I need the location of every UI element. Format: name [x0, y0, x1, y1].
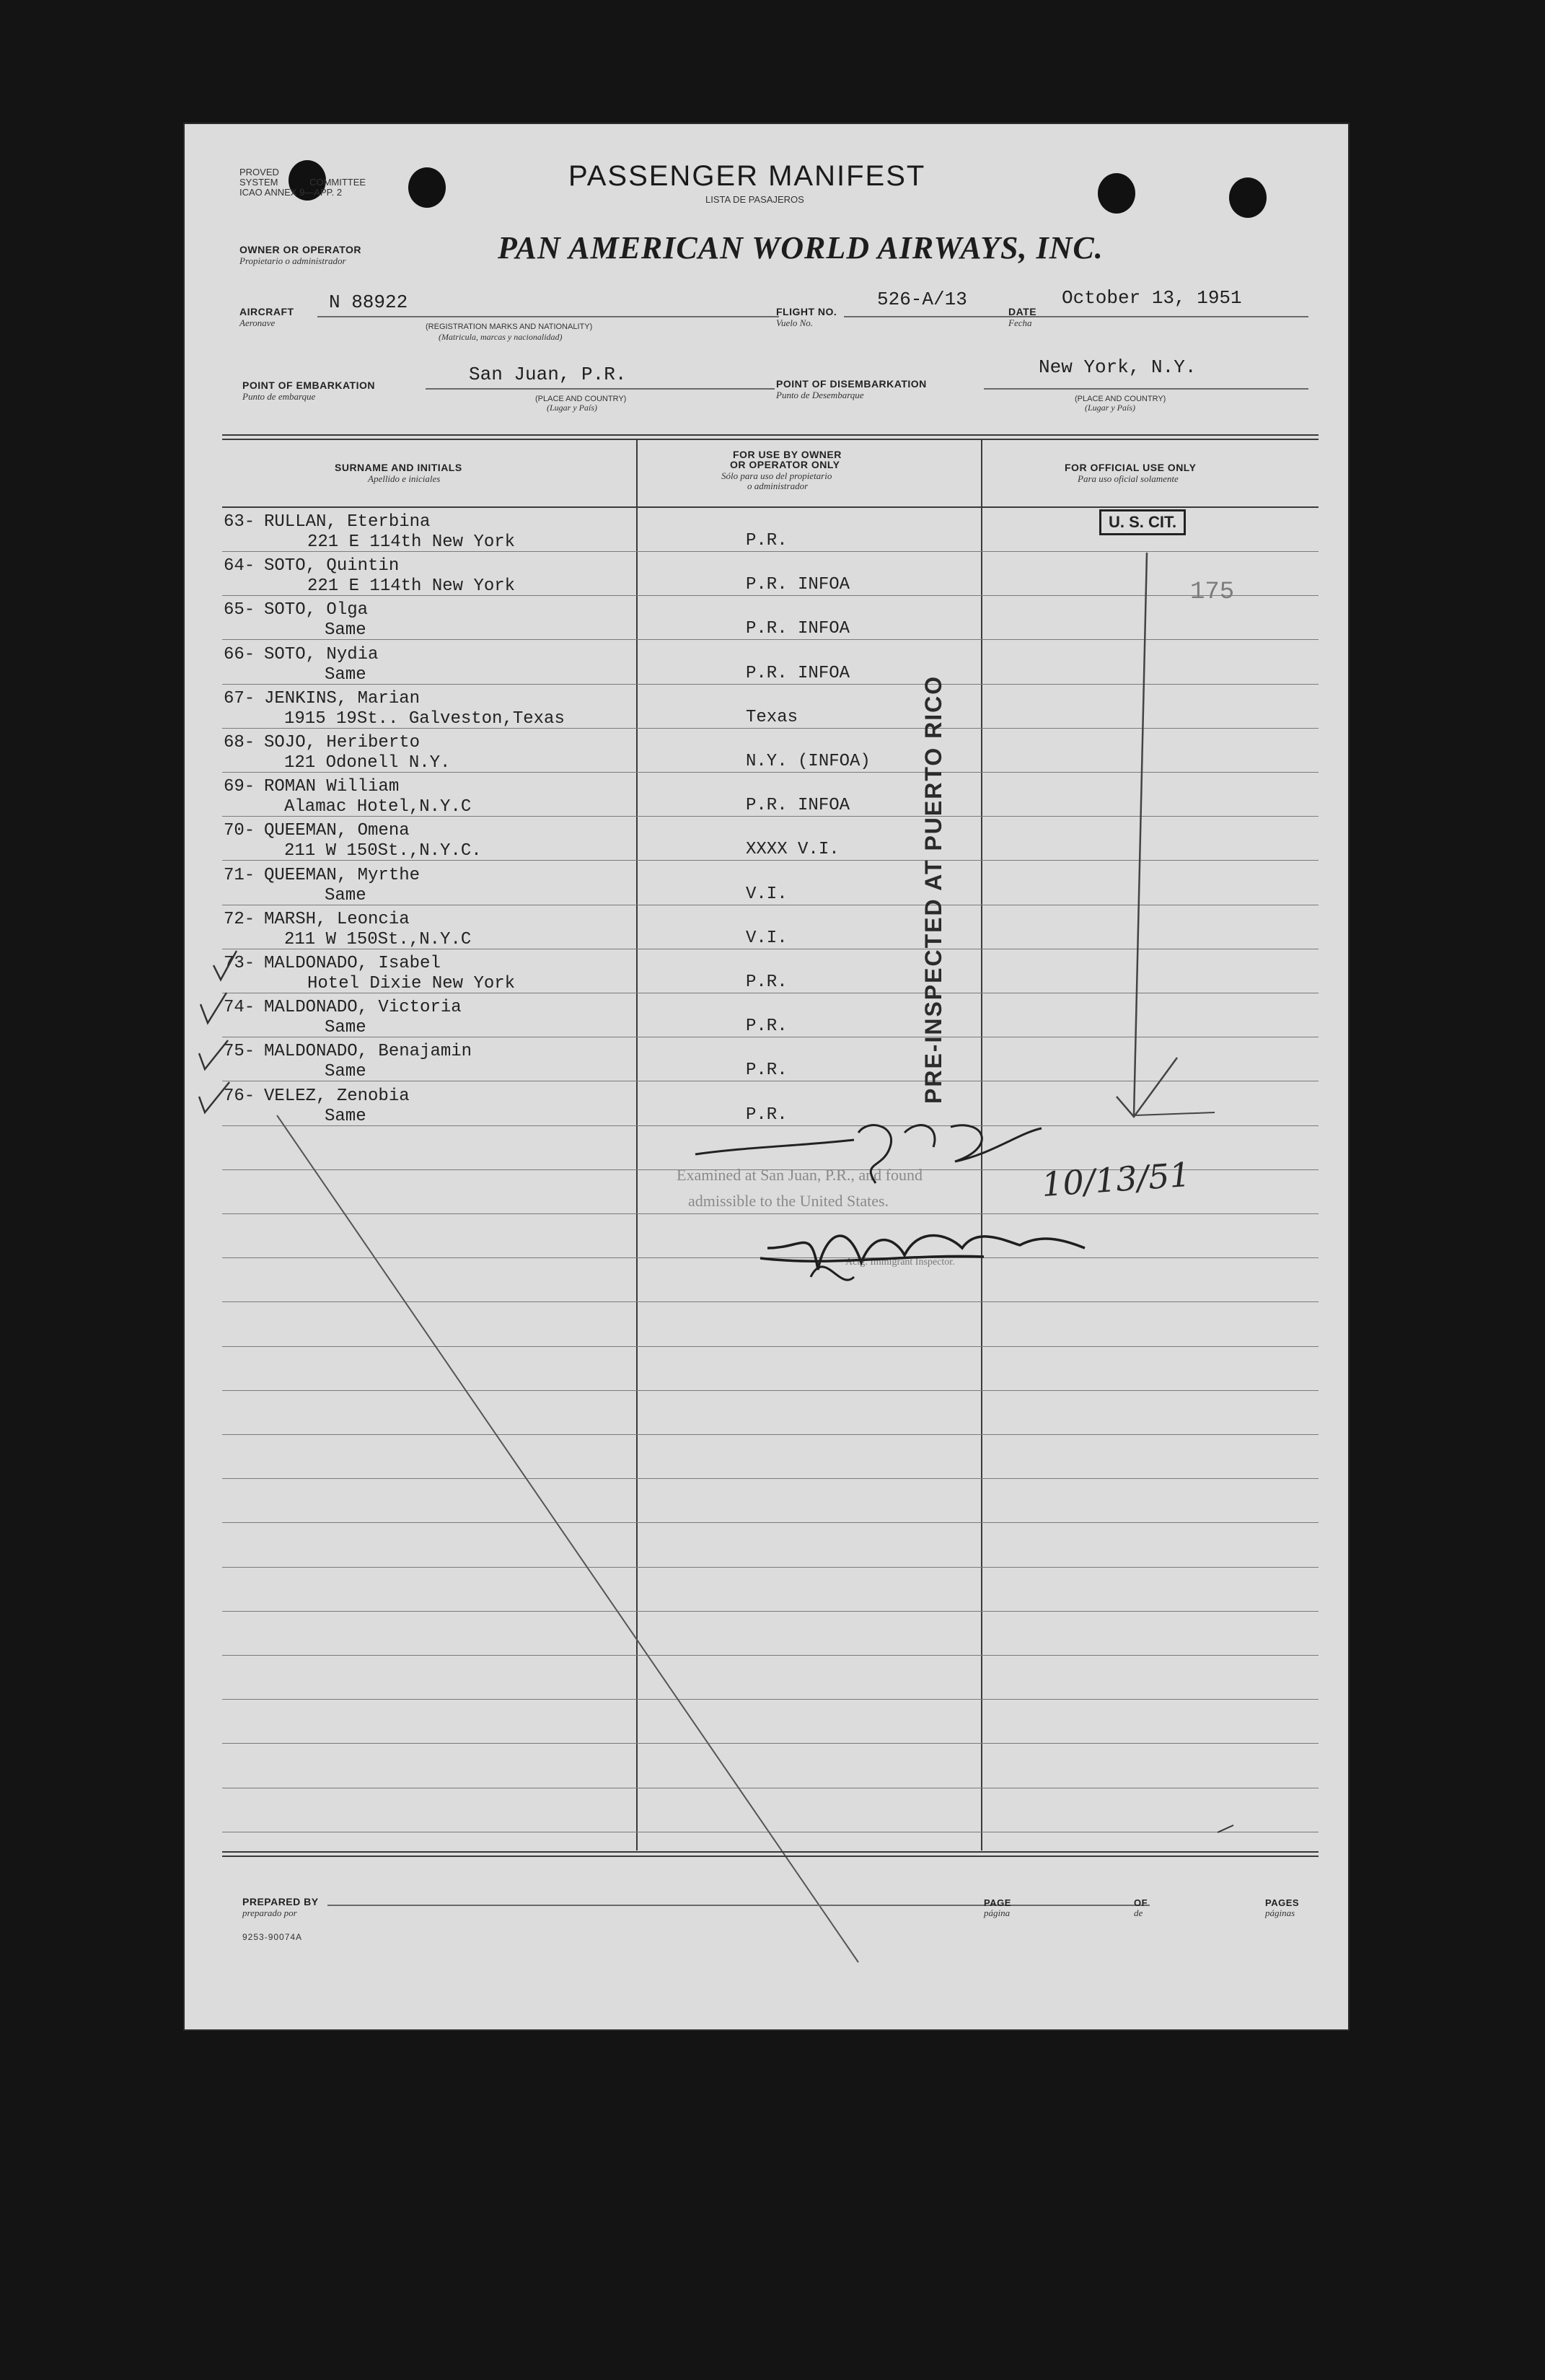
passenger-name: MALDONADO, Isabel — [264, 954, 441, 973]
passenger-address: Same — [325, 1107, 366, 1126]
date-value: October 13, 1951 — [1062, 287, 1242, 309]
row-number: 70- — [224, 821, 255, 840]
owner-label-es: Propietario o administrador — [239, 255, 346, 266]
cancel-line — [277, 1115, 858, 1962]
passenger-name: QUEEMAN, Omena — [264, 821, 410, 840]
inspector-signature — [760, 1236, 1085, 1270]
disembark-place-sub-es: (Lugar y País) — [1085, 403, 1135, 413]
passenger-name: JENKINS, Marian — [264, 689, 421, 708]
arrow-head-icon — [1117, 1058, 1177, 1117]
embark-value: San Juan, P.R. — [469, 364, 627, 385]
of-label: OF — [1134, 1897, 1148, 1908]
prepared-by-label-es: preparado por — [242, 1907, 297, 1918]
operator-note: P.R. INFOA — [746, 619, 850, 638]
row-number: 72- — [224, 910, 255, 929]
operator-note: P.R. — [746, 1061, 788, 1080]
aircraft-sub: (REGISTRATION MARKS AND NATIONALITY) — [426, 322, 593, 331]
row-number: 71- — [224, 866, 255, 885]
us-citizen-stamp: U. S. CIT. — [1099, 509, 1186, 535]
approval-line: COMMITTEE — [309, 177, 366, 188]
passenger-count: 175 — [1190, 579, 1235, 606]
date-label: DATE — [1008, 306, 1037, 317]
operator-note: P.R. INFOA — [746, 664, 850, 683]
passenger-address: Same — [325, 886, 366, 905]
aircraft-value: N 88922 — [329, 291, 408, 313]
aircraft-label-es: Aeronave — [239, 317, 276, 328]
operator-note: V.I. — [746, 884, 788, 904]
row-number: 68- — [224, 733, 255, 752]
owner-value: PAN AMERICAN WORLD AIRWAYS, INC. — [498, 230, 1104, 265]
row-number: 66- — [224, 645, 255, 664]
owner-label: OWNER OR OPERATOR — [239, 244, 361, 255]
row-number: 75- — [224, 1042, 255, 1061]
passenger-name: RULLAN, Eterbina — [264, 512, 431, 532]
embark-place-sub: (PLACE AND COUNTRY) — [535, 395, 627, 403]
passenger-address: 211 W 150St.,N.Y.C — [284, 930, 472, 949]
pages-label: PAGES — [1265, 1897, 1300, 1908]
operator-note: P.R. — [746, 531, 788, 550]
passenger-name: VELEZ, Zenobia — [264, 1086, 410, 1106]
passenger-name: SOTO, Quintin — [264, 556, 400, 576]
approval-line: SYSTEM — [239, 177, 278, 188]
passenger-name: SOTO, Nydia — [264, 645, 379, 664]
check-mark-icon — [214, 951, 237, 980]
row-number: 74- — [224, 998, 255, 1017]
stray-mark — [1218, 1825, 1233, 1832]
passenger-address: Same — [325, 620, 366, 640]
row-number: 63- — [224, 512, 255, 532]
operator-note: P.R. — [746, 1016, 788, 1036]
handwriting-overlay — [183, 123, 1350, 2031]
check-mark-icon — [199, 1040, 228, 1069]
disembark-place-sub: (PLACE AND COUNTRY) — [1075, 395, 1166, 403]
col1-header-es: Apellido e iniciales — [368, 473, 441, 484]
check-marks — [199, 951, 237, 1112]
passenger-address: Alamac Hotel,N.Y.C — [284, 797, 472, 817]
row-number: 67- — [224, 689, 255, 708]
passenger-name: SOTO, Olga — [264, 600, 369, 620]
embark-label-es: Punto de embarque — [242, 391, 316, 402]
of-label-es: de — [1134, 1907, 1143, 1918]
examined-text-line1: Examined at San Juan, P.R., and found — [677, 1166, 923, 1184]
flight-value: 526-A/13 — [877, 289, 967, 310]
passenger-name: MALDONADO, Benajamin — [264, 1042, 472, 1061]
examined-text-line3: Actg. Immigrant Inspector. — [845, 1257, 955, 1268]
signature-flourish — [811, 1267, 854, 1280]
passenger-address: Same — [325, 1018, 366, 1037]
row-number: 65- — [224, 600, 255, 620]
official-arrow-line — [1134, 553, 1147, 1115]
form-code: 9253-90074A — [242, 1932, 303, 1942]
disembark-label-es: Punto de Desembarque — [776, 390, 864, 400]
check-mark-icon — [199, 1082, 229, 1112]
col3-header-es: Para uso oficial solamente — [1078, 473, 1179, 484]
prepared-by-line — [327, 1905, 1150, 1906]
operator-note: P.R. INFOA — [746, 796, 850, 815]
operator-note: P.R. — [746, 1105, 788, 1125]
form-title: PASSENGER MANIFEST — [568, 160, 926, 192]
prepared-by-label: PREPARED BY — [242, 1896, 319, 1907]
disembark-label: POINT OF DISEMBARKATION — [776, 378, 927, 390]
col2-header-line1: FOR USE BY OWNER — [733, 449, 842, 460]
pages-label-es: páginas — [1265, 1907, 1295, 1918]
passenger-address: Hotel Dixie New York — [307, 974, 516, 993]
col2-header-es2: o administrador — [747, 480, 809, 491]
date-label-es: Fecha — [1008, 317, 1032, 328]
page-label-es: página — [984, 1907, 1011, 1918]
passenger-address: Same — [325, 1062, 366, 1081]
row-number: 73- — [224, 954, 255, 973]
passenger-address: 221 E 114th New York — [307, 576, 516, 596]
passenger-address: Same — [325, 665, 366, 685]
examined-text-line2: admissible to the United States. — [688, 1192, 889, 1210]
table-bottom-rule — [222, 1856, 1319, 1857]
table-bottom-rule — [222, 1851, 1319, 1853]
aircraft-label: AIRCRAFT — [239, 306, 294, 317]
operator-note: XXXX V.I. — [746, 840, 840, 859]
row-number: 69- — [224, 777, 255, 796]
inspector-initials — [695, 1125, 1042, 1183]
passenger-name: MARSH, Leoncia — [264, 910, 410, 929]
embark-place-sub-es: (Lugar y País) — [547, 403, 597, 413]
flight-label-es: Vuelo No. — [776, 317, 814, 328]
passenger-name: QUEEMAN, Myrthe — [264, 866, 421, 885]
operator-note: Texas — [746, 708, 798, 727]
passenger-address: 221 E 114th New York — [307, 532, 516, 552]
handwritten-date: 10/13/51 — [1040, 1154, 1192, 1205]
embark-label: POINT OF EMBARKATION — [242, 379, 375, 391]
approval-line: ICAO ANNEX 9—APP. 2 — [239, 187, 343, 198]
page-label: PAGE — [984, 1897, 1011, 1908]
passenger-name: MALDONADO, Victoria — [264, 998, 462, 1017]
pre-inspected-stamp: PRE-INSPECTED AT PUERTO RICO — [920, 675, 946, 1104]
operator-note: P.R. INFOA — [746, 575, 850, 594]
passenger-name: SOJO, Heriberto — [264, 733, 421, 752]
row-number: 76- — [224, 1086, 255, 1106]
col2-header-es1: Sólo para uso del propietario — [721, 470, 832, 481]
col2-header-line2: OR OPERATOR ONLY — [730, 459, 840, 470]
operator-note: N.Y. (INFOA) — [746, 752, 871, 771]
check-mark-icon — [201, 993, 226, 1023]
col3-header: FOR OFFICIAL USE ONLY — [1065, 462, 1197, 473]
passenger-name: ROMAN William — [264, 777, 400, 796]
approval-line: PROVED — [239, 167, 279, 177]
arrow-tail — [1135, 1112, 1215, 1115]
flight-label: FLIGHT NO. — [776, 306, 837, 317]
operator-note: V.I. — [746, 928, 788, 948]
disembark-value: New York, N.Y. — [1039, 356, 1197, 378]
col1-header: SURNAME AND INITIALS — [335, 462, 462, 473]
form-title-es: LISTA DE PASAJEROS — [705, 194, 804, 205]
passenger-address: 121 Odonell N.Y. — [284, 753, 451, 773]
manifest-sheet — [183, 123, 1350, 2031]
passenger-address: 211 W 150St.,N.Y.C. — [284, 841, 482, 861]
row-number: 64- — [224, 556, 255, 576]
passenger-address: 1915 19St.. Galveston,Texas — [284, 709, 565, 729]
operator-note: P.R. — [746, 972, 788, 992]
aircraft-sub-es: (Matricula, marcas y nacionalidad) — [439, 332, 563, 342]
